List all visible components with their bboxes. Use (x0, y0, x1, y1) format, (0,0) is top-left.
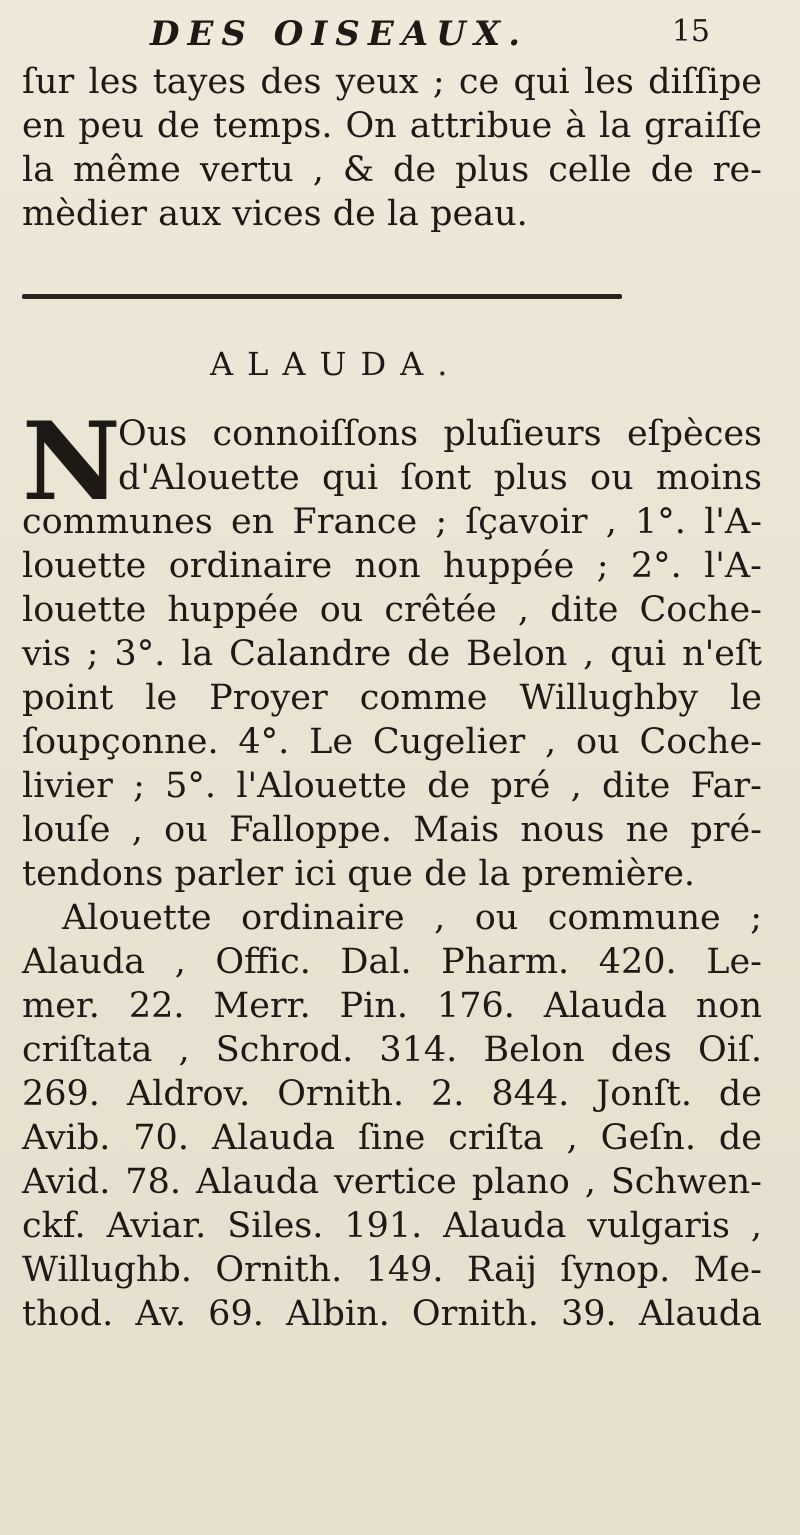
text-line: vis ; 3°. la Calandre de Belon , qui n'eſt (22, 634, 762, 674)
page-number: 15 (671, 14, 710, 49)
text-line: livier ; 5°. l'Alouette de pré , dite Far- (22, 766, 762, 806)
text-line: communes en France ; ſçavoir , 1°. l'A- (22, 502, 762, 542)
text-line: Avid. 78. Alauda vertice plano , Schwen- (22, 1162, 762, 1202)
text-line: Alouette ordinaire , ou commune ; (62, 898, 762, 938)
text-line: Alauda , Offic. Dal. Pharm. 420. Le- (22, 942, 762, 982)
running-head (150, 14, 770, 54)
text-line: ſoupçonne. 4°. Le Cugelier , ou Coche- (22, 722, 762, 762)
text-line: tendons parler ici que de la première. (22, 854, 696, 894)
top-paragraph (22, 60, 762, 236)
text-line: 269. Aldrov. Ornith. 2. 844. Jonſt. de (22, 1074, 762, 1114)
text-line: mèdier aux vices de la peau. (22, 194, 528, 234)
text-line: louette ordinaire non huppée ; 2°. l'A- (22, 546, 762, 586)
text-line: thod. Av. 69. Albin. Ornith. 39. Alauda (22, 1294, 762, 1334)
running-title: DES OISEAUX. (150, 14, 529, 54)
text-line: la même vertu , & de plus celle de re- (22, 150, 762, 190)
section-heading: ALAUDA. (210, 345, 462, 383)
drop-cap: N (22, 399, 121, 525)
text-line: en peu de temps. On attribue à la graiſſe (22, 106, 762, 146)
text-line: Avib. 70. Alauda ſine criſta , Geſn. de (22, 1118, 762, 1158)
text-line: Ous connoiſſons pluſieurs eſpèces (118, 414, 762, 454)
text-line: louſe , ou Falloppe. Mais nous ne pré- (22, 810, 762, 850)
text-line: d'Alouette qui ſont plus ou moins (118, 458, 762, 498)
section-paragraph (22, 399, 762, 1336)
text-line: Willughb. Ornith. 149. Raij ſynop. Me- (22, 1250, 762, 1290)
text-line: louette huppée ou crêtée , dite Coche- (22, 590, 762, 630)
text-line: mer. 22. Merr. Pin. 176. Alauda non (22, 986, 762, 1026)
section-divider (22, 294, 622, 299)
text-line: criſtata , Schrod. 314. Belon des Oiſ. (22, 1030, 762, 1070)
text-line: ckf. Aviar. Siles. 191. Alauda vulgaris , (22, 1206, 762, 1246)
text-line: ſur les tayes des yeux ; ce qui les diſſipe (22, 62, 762, 102)
text-line: point le Proyer comme Willughby le (22, 678, 762, 718)
